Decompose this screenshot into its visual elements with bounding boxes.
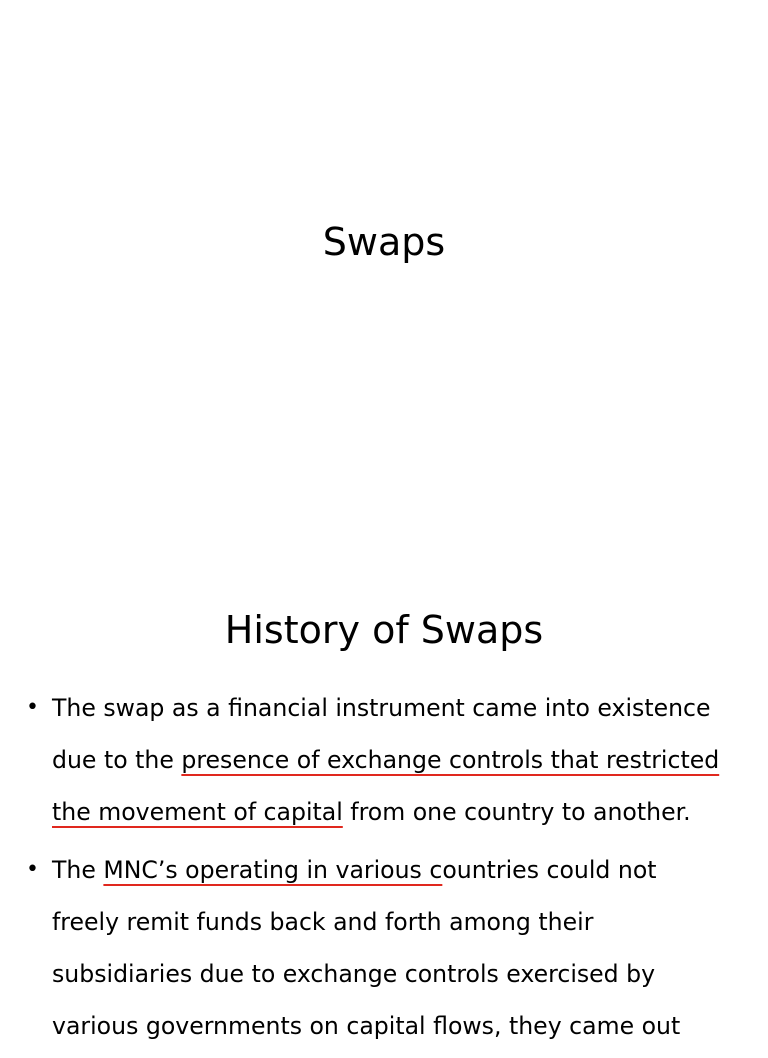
bullet-line — [52, 844, 736, 896]
text-segment: various governments on capital flows, they came out — [52, 1012, 681, 1040]
bullet-line — [52, 786, 736, 838]
bullet-line — [52, 734, 736, 786]
text-segment: The swap as a financial instrument came into existence — [52, 694, 711, 722]
underlined-text: the movement of capital — [52, 798, 343, 826]
underlined-text: MNC’s operating in various c — [103, 856, 443, 884]
text-segment: The — [52, 856, 104, 884]
bullet-line — [52, 896, 736, 948]
bullet-line — [52, 1000, 736, 1052]
slide-history-of-swaps — [0, 576, 768, 1040]
bullet-item — [24, 844, 736, 1052]
slide-heading: History of Swaps — [224, 608, 544, 652]
bullet-line — [52, 682, 736, 734]
text-segment: subsidiaries due to exchange controls exercised by — [52, 960, 656, 988]
bullet-list — [24, 682, 736, 1058]
text-segment: from one country to another. — [342, 798, 691, 826]
bullet-item — [24, 682, 736, 838]
text-segment: due to the — [52, 746, 182, 774]
text-segment: ountries could not — [442, 856, 657, 884]
bullet-line — [52, 948, 736, 1000]
text-segment: freely remit funds back and forth among their — [52, 908, 594, 936]
underlined-text: presence of exchange controls that restricted — [181, 746, 720, 774]
bullet-point-icon: • — [26, 857, 39, 882]
bullet-point-icon: • — [26, 695, 39, 720]
presentation-title: Swaps — [322, 220, 446, 264]
